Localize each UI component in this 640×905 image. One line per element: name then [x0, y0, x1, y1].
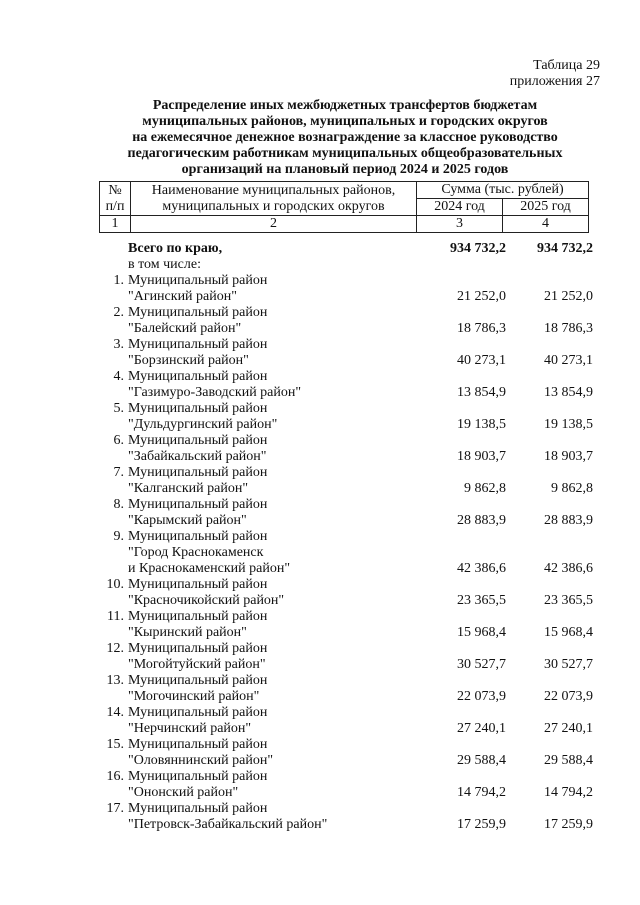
total-2025: 934 732,2 [537, 241, 593, 256]
row-value-2024: 9 862,8 [464, 481, 506, 496]
row-name: Муниципальный район [128, 577, 268, 592]
row-name: "Могойтуйский район" [128, 657, 266, 672]
row-name: Муниципальный район [128, 801, 268, 816]
row-name: и Краснокаменский район" [128, 561, 291, 576]
row-name: "Карымский район" [128, 513, 247, 528]
row-number: 3. [113, 337, 124, 352]
row-value-2025: 28 883,9 [544, 513, 593, 528]
row-number: 5. [113, 401, 124, 416]
row-value-2025: 22 073,9 [544, 689, 593, 704]
header-num-line: п/п [105, 198, 125, 214]
row-name: Муниципальный район [128, 497, 268, 512]
header-year-2024: 2024 год [417, 199, 503, 216]
table-row [99, 337, 599, 353]
row-name: Муниципальный район [128, 705, 268, 720]
table-row [99, 449, 599, 465]
row-value-2024: 13 854,9 [457, 385, 506, 400]
row-name: "Кыринский район" [128, 625, 247, 640]
row-number: 2. [113, 305, 124, 320]
row-number: 12. [106, 641, 124, 656]
row-number: 14. [106, 705, 124, 720]
table-row [99, 385, 599, 401]
row-value-2025: 27 240,1 [544, 721, 593, 736]
table-row [99, 321, 599, 337]
row-number: 13. [106, 673, 124, 688]
row-value-2025: 29 588,4 [544, 753, 593, 768]
row-name: "Дульдургинский район" [128, 417, 278, 432]
row-name: Муниципальный район [128, 337, 268, 352]
row-value-2024: 15 968,4 [457, 625, 506, 640]
row-value-2025: 14 794,2 [544, 785, 593, 800]
row-name: Муниципальный район [128, 737, 268, 752]
table-row [99, 401, 599, 417]
row-name: "Балейский район" [128, 321, 242, 336]
row-value-2025: 17 259,9 [544, 817, 593, 832]
row-name: "Агинский район" [128, 289, 237, 304]
table-row [99, 721, 599, 737]
row-name: Муниципальный район [128, 465, 268, 480]
table-row [99, 545, 599, 561]
row-number: 6. [113, 433, 124, 448]
title-line: педагогическим работникам муниципальных общеобразовательных [127, 146, 563, 161]
row-name: "Борзинский район" [128, 353, 249, 368]
table-row [99, 289, 599, 305]
row-value-2025: 18 786,3 [544, 321, 593, 336]
row-value-2024: 29 588,4 [457, 753, 506, 768]
row-name: Муниципальный район [128, 641, 268, 656]
header-name [131, 182, 417, 216]
row-name: "Могочинский район" [128, 689, 260, 704]
table-row [99, 305, 599, 321]
row-value-2024: 17 259,9 [457, 817, 506, 832]
row-value-2024: 40 273,1 [457, 353, 506, 368]
header-num-line: № [108, 182, 122, 198]
row-name: Муниципальный район [128, 401, 268, 416]
row-value-2024: 18 903,7 [457, 449, 506, 464]
table-row [99, 513, 599, 529]
title-line: муниципальных районов, муниципальных и городских округов [142, 114, 548, 129]
table-row [99, 433, 599, 449]
table-header [99, 181, 589, 233]
table-row [99, 801, 599, 817]
table-row [99, 481, 599, 497]
row-name: Муниципальный район [128, 273, 268, 288]
row-value-2025: 9 862,8 [551, 481, 593, 496]
table-row [99, 273, 599, 289]
table-body [99, 241, 599, 833]
row-value-2024: 27 240,1 [457, 721, 506, 736]
subtotal-note: в том числе: [128, 257, 201, 272]
table-row [99, 561, 599, 577]
header-sum: Сумма (тыс. рублей) [417, 182, 589, 199]
row-number: 9. [113, 529, 124, 544]
row-value-2024: 42 386,6 [457, 561, 506, 576]
table-row [99, 753, 599, 769]
row-name: "Нерчинский район" [128, 721, 252, 736]
row-value-2025: 19 138,5 [544, 417, 593, 432]
row-value-2025: 13 854,9 [544, 385, 593, 400]
row-name: Муниципальный район [128, 305, 268, 320]
row-value-2024: 21 252,0 [457, 289, 506, 304]
row-value-2025: 21 252,0 [544, 289, 593, 304]
row-number: 10. [106, 577, 124, 592]
row-number: 4. [113, 369, 124, 384]
total-label: Всего по краю, [128, 241, 223, 256]
row-name: "Петровск-Забайкальский район" [128, 817, 328, 832]
table-row [99, 641, 599, 657]
table-row [99, 417, 599, 433]
row-name: Муниципальный район [128, 673, 268, 688]
title-line: на ежемесячное денежное вознаграждение за классное руководство [132, 130, 558, 145]
caption-table-number: Таблица 29 [533, 58, 600, 73]
header-name-line: Наименование муниципальных районов, [151, 182, 396, 198]
total-2024: 934 732,2 [450, 241, 506, 256]
table-row [99, 529, 599, 545]
title-line: организаций на плановый период 2024 и 2025 годов [181, 162, 509, 177]
table-row [99, 737, 599, 753]
table-caption [510, 58, 600, 90]
header-index: 3 [417, 216, 503, 233]
row-value-2024: 30 527,7 [457, 657, 506, 672]
row-value-2024: 23 365,5 [457, 593, 506, 608]
table-row [99, 673, 599, 689]
header-year-2025: 2025 год [503, 199, 589, 216]
total-row [99, 241, 599, 257]
row-name: "Красночикойский район" [128, 593, 285, 608]
row-value-2024: 19 138,5 [457, 417, 506, 432]
table-row [99, 657, 599, 673]
row-name: "Ононский район" [128, 785, 239, 800]
row-value-2025: 18 903,7 [544, 449, 593, 464]
header-index: 1 [100, 216, 131, 233]
row-value-2025: 30 527,7 [544, 657, 593, 672]
table-row [99, 353, 599, 369]
row-value-2024: 18 786,3 [457, 321, 506, 336]
header-index: 2 [131, 216, 417, 233]
row-number: 7. [113, 465, 124, 480]
row-name: Муниципальный район [128, 433, 268, 448]
row-number: 16. [106, 769, 124, 784]
table-row [99, 689, 599, 705]
row-name: Муниципальный район [128, 529, 268, 544]
caption-appendix: приложения 27 [509, 74, 600, 89]
row-number: 15. [106, 737, 124, 752]
row-number: 17. [106, 801, 124, 816]
header-index: 4 [503, 216, 589, 233]
title-line: Распределение иных межбюджетных трансфертов бюджетам [152, 98, 538, 113]
row-number: 1. [113, 273, 124, 288]
table-row [99, 625, 599, 641]
row-value-2024: 22 073,9 [457, 689, 506, 704]
row-value-2024: 28 883,9 [457, 513, 506, 528]
row-name: Муниципальный район [128, 609, 268, 624]
row-number: 11. [107, 609, 124, 624]
row-value-2025: 40 273,1 [544, 353, 593, 368]
row-name: Муниципальный район [128, 769, 268, 784]
row-name: "Оловяннинский район" [128, 753, 274, 768]
row-value-2025: 23 365,5 [544, 593, 593, 608]
row-name: "Город Краснокаменск [128, 545, 264, 560]
table-row [99, 577, 599, 593]
table-row [99, 593, 599, 609]
header-name-line: муниципальных и городских округов [162, 198, 385, 214]
row-name: "Газимуро-Заводский район" [128, 385, 302, 400]
row-value-2025: 15 968,4 [544, 625, 593, 640]
row-value-2024: 14 794,2 [457, 785, 506, 800]
row-number: 8. [113, 497, 124, 512]
row-value-2025: 42 386,6 [544, 561, 593, 576]
table-row [99, 785, 599, 801]
row-name: Муниципальный район [128, 369, 268, 384]
table-row [99, 769, 599, 785]
subtotal-note-row [99, 257, 599, 273]
row-name: "Забайкальский район" [128, 449, 267, 464]
table-row [99, 369, 599, 385]
table-row [99, 497, 599, 513]
table-row [99, 817, 599, 833]
document-title [100, 98, 590, 178]
table-row [99, 705, 599, 721]
table-row [99, 465, 599, 481]
row-name: "Калганский район" [128, 481, 249, 496]
header-num [100, 182, 131, 216]
table-row [99, 609, 599, 625]
